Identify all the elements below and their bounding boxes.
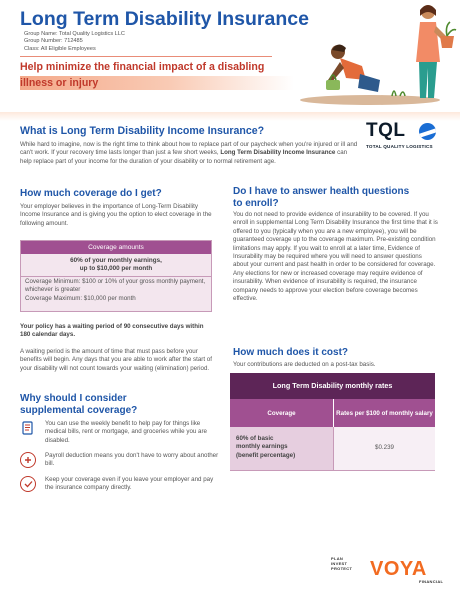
intro-heading: What is Long Term Disability Income Insurance? bbox=[20, 125, 265, 137]
coverage-amounts-header: Coverage amounts bbox=[21, 241, 211, 254]
cost-text: Your contributions are deducted on a post-tax basis. bbox=[233, 361, 376, 368]
page-subtitle: Help minimize the financial impact of a disabling illness or injury bbox=[20, 60, 294, 91]
tql-globe-icon bbox=[419, 123, 436, 140]
rates-row-label: 60% of basic monthly earnings (benefit percentage) bbox=[230, 427, 333, 470]
rates-col-coverage: Coverage bbox=[267, 409, 296, 417]
group-info bbox=[24, 31, 125, 53]
voya-tagline: PLAN INVEST PROTECT bbox=[331, 556, 353, 571]
voya-logo: VOYA bbox=[370, 558, 427, 580]
rates-table-header bbox=[230, 399, 435, 427]
tql-logo bbox=[366, 120, 444, 156]
why-heading: Why should I consider supplemental coverage? bbox=[20, 393, 138, 416]
group-name: Group Name: Total Quality Logistics LLC bbox=[24, 31, 125, 37]
header-divider bbox=[20, 56, 272, 57]
coverage-minimum: Coverage Minimum: $100 or 10% of your gross monthly payment, whichever is greater bbox=[25, 277, 206, 294]
rates-row-value: $0.239 bbox=[333, 427, 435, 470]
coverage-limits bbox=[21, 277, 211, 304]
health-heading: Do I have to answer health questions to enroll? bbox=[233, 186, 410, 209]
document-icon bbox=[20, 420, 36, 436]
page-title: Long Term Disability Insurance bbox=[20, 8, 309, 30]
cost-heading: How much does it cost? bbox=[233, 347, 349, 358]
rates-table bbox=[230, 373, 435, 471]
tql-tagline: TOTAL QUALITY LOGISTICS bbox=[366, 144, 433, 149]
table-row bbox=[230, 427, 435, 471]
intro-text: While hard to imagine, now is the right time to think about how to replace part of our paycheck when you're injured or ill and can't work. If your recovery time lasts longer than just a few short weeks, Long Term Disability Income Insurance can help replace part of your income for the duration of your disability or to normal retirement age. bbox=[20, 141, 358, 165]
tql-wordmark: TQL bbox=[366, 120, 406, 141]
health-text: You do not need to provide evidence of insurability to be covered. If you enroll in supplemental Long Term Disability Insurance the first time that it is offered to you (typically when you are a new employee), you will be guaranteed coverage up to the coverage maximum. Pre-existing condition limitations may apply. If you wait to enroll at a later time, Evidence of Insurability may be required where you will need to answer questions about your current and past health in order to be considered for coverage. Any elections for new or increased coverage may require evidence of insurability. When evidence of insurability is required, the insurance company needs to approve your election before coverage becomes effective. bbox=[233, 211, 438, 303]
coverage-text: Your employer believes in the importance of Long-Term Disability Income Insurance and is giving you the option to elect coverage in the following amount. bbox=[20, 203, 212, 227]
rates-table-title: Long Term Disability monthly rates bbox=[230, 373, 435, 399]
waiting-period-note: Your policy has a waiting period of 90 consecutive days within 180 calendar days. bbox=[20, 323, 204, 339]
coverage-amount-summary: 60% of your monthly earnings, up to $10,000 per month bbox=[21, 254, 211, 277]
group-number: Group Number: 712485 bbox=[24, 38, 83, 45]
gardening-illustration bbox=[300, 0, 460, 105]
kneeling-gardener-figure bbox=[326, 44, 380, 92]
rates-col-rate: Rates per $100 of monthly salary bbox=[333, 399, 435, 427]
coverage-heading: How much coverage do I get? bbox=[20, 188, 162, 199]
coverage-amounts-box bbox=[20, 240, 212, 312]
voya-financial-label: FINANCIAL bbox=[419, 579, 444, 584]
coverage-maximum: Coverage Maximum: $10,000 per month bbox=[25, 294, 136, 302]
waiting-period-text: A waiting period is the amount of time that must pass before your benefits will begin. Any days that you are able to work after the start of your disability will not count towards your waiting (elimination) period. bbox=[20, 348, 212, 372]
group-class: Class: All Eligible Employees bbox=[24, 45, 96, 52]
check-badge-icon bbox=[20, 476, 36, 492]
standing-woman-figure bbox=[416, 5, 456, 98]
medical-cross-icon bbox=[20, 452, 36, 468]
